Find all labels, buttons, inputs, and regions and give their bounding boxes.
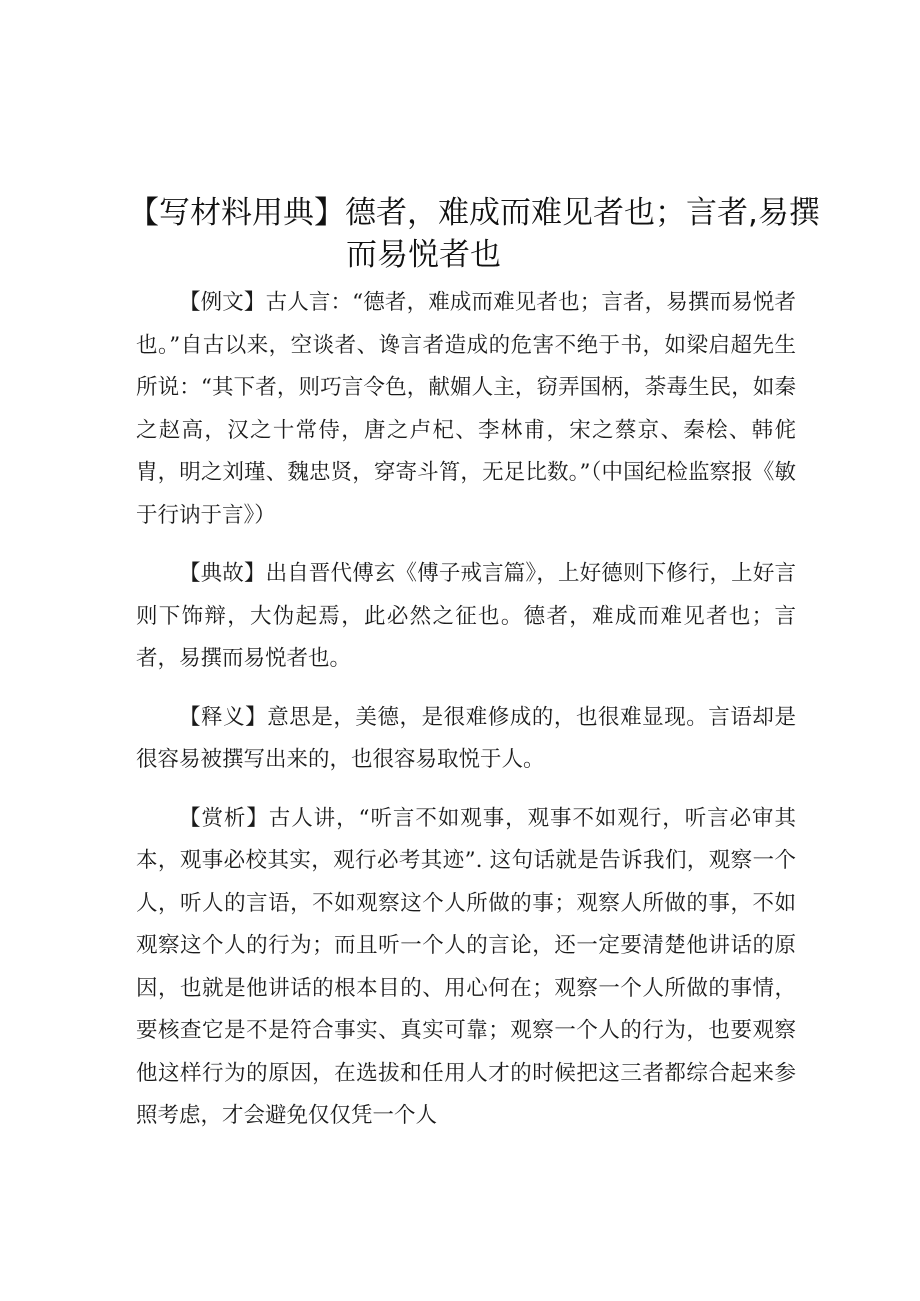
paragraph-text: 古人言：“德者，难成而难见者也；言者，易撰而易悦者也。”自古以来，空谈者、谗言者造成的危害不绝于书，如梁启超先生所说：“其下者，则巧言令色，献媚人主，窃弄国柄，荼毒生民，如秦之赵高，汉之十常侍，唐之卢杞、李林甫，宋之蔡京、秦桧、韩侂胄，明之刘瑾、魏忠贤，穿寄斗筲，无足比数。”（中国纪检监察报《敏于行讷于言》） [136,290,796,528]
paragraph-text: 出自晋代傅玄《傅子戒言篇》，上好德则下修行，上好言则下饰辩，大伪起焉，此必然之征也。德者，难成而难见者也；言者，易撰而易悦者也。 [136,561,796,671]
paragraph-appreciation [136,798,796,1138]
paragraph-example [136,282,796,537]
paragraph-allusion [136,553,796,681]
paragraph-text: 古人讲，“听言不如观事，观事不如观行，听言必审其本，观事必校其实，观行必考其迹”. 这句话就是告诉我们，观察一个人，听人的言语，不如观察这个人所做的事；观察人所做的事，不如观察这个人的行为；而且听一个人的言论，还一定要清楚他讲话的原因，也就是他讲话的根本目的、用心何在；观察一个人所做的事情，要核查它是不是符合事实、真实可靠；观察一个人的行为，也要观察他这样行为的原因，在选拔和任用人才的时候把这三者都综合起来参照考虑，才会避免仅仅凭一个人 [136,805,796,1128]
document-body [136,282,796,1154]
paragraph-interpretation [136,697,796,782]
section-tag: 【释义】 [179,704,268,730]
title-line-2: 而易悦者也 [346,237,501,273]
document-title [120,192,820,276]
paragraph-text: 意思是，美德，是很难修成的，也很难显现。言语却是很容易被撰写出来的，也很容易取悦于人。 [136,704,796,772]
section-tag: 【例文】 [179,290,266,315]
title-line-1: 【写材料用典】德者，难成而难见者也；言者,易撰 [128,195,820,231]
section-tag: 【赏析】 [179,805,269,831]
section-tag: 【典故】 [179,561,266,586]
